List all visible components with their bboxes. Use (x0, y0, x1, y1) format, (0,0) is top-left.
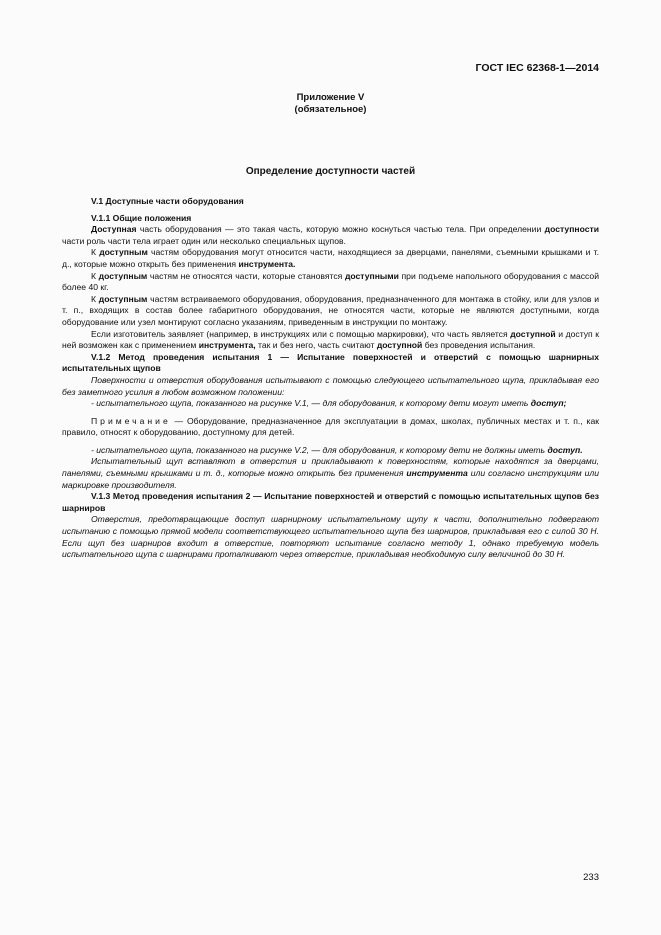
document-body (62, 196, 599, 561)
paragraph-4: К доступным частям встраиваемого оборудования, оборудования, предназначенного для монтажа в стойку, или для узлов и т. п., входящих в состав более габаритного оборудования, не относятся части, которые не являются доступными, когда оборудование или узел монтируют согласно указаниям, приведенным в инструкции по монтажу. (62, 293, 599, 327)
heading-v1-3: V.1.3 Метод проведения испытания 2 — Испытание поверхностей и отверстий с помощью испытательных щупов без шарниров (62, 491, 599, 513)
paragraph-6: Поверхности и отверстия оборудования испытывают с помощью следующего испытательного щупа, прикладывая его без заметного усилия в любом возможном положении: (62, 374, 599, 397)
section-title: Определение доступности частей (245, 166, 416, 177)
standard-designation: ГОСТ IEC 62368-1—2014 (475, 62, 599, 74)
paragraph-9: Испытательный щуп вставляют в отверстия и прикладывают к поверхностям, которые находятся за дверцами, панелями, съемными крышками и т. д., которые можно открыть без применения инструмента или согласно инструкциям или маркировке производителя. (62, 456, 599, 490)
note: Примечание — Оборудование, предназначенное для эксплуатации в домах, школах, публичных местах и т. п., как правило, относят к оборудованию, доступному для детей. (62, 415, 599, 438)
appendix-heading (0, 92, 661, 116)
paragraph-8: - испытательного щупа, показанного на рисунке V.2, — для оборудования, к которому дети не должны иметь доступ. (91, 444, 583, 455)
paragraph-7: - испытательного щупа, показанного на рисунке V.1, — для оборудования, к которому дети могут иметь доступ; (91, 398, 567, 409)
page-number: 233 (583, 872, 599, 883)
appendix-title: Приложение V (296, 92, 365, 103)
heading-v1-2: V.1.2 Метод проведения испытания 1 — Испытание поверхностей и отверстий с помощью шарнирных испытательных щупов (62, 351, 599, 374)
appendix-status: (обязательное) (294, 104, 367, 115)
paragraph-10: Отверстия, предотвращающие доступ шарнирному испытательному щупу к части, дополнительно подвергают испытанию с помощью прямой модели соответствующего испытательного щупа без шарниров, прикладывая его с силой 30 Н. Если щуп без шарниров входит в отверстие, повторяют испытание согласно методу 1, однако требуемую модель испытательного щупа с шарнирами проталкивают через отверстие, прикладывая необходимую силу величиной до 30 Н. (62, 514, 599, 560)
paragraph-3: К доступным частям не относятся части, которые становятся доступными при подъеме напольного оборудования с массой более 40 кг. (62, 270, 599, 293)
paragraph-2: К доступным частям оборудования могут относится части, находящиеся за дверцами, панелями, съемными крышками и т. д., которые можно открыть без применения инструмента. (62, 247, 599, 269)
heading-v1-1: V.1.1 Общие положения (91, 212, 192, 223)
heading-v1: V.1 Доступные части оборудования (91, 196, 244, 206)
note-label: Примечание (91, 415, 171, 426)
paragraph-5: Если изготовитель заявляет (например, в инструкциях или с помощью маркировки), что часть является доступной и доступ к ней возможен как с применением инструмента, так и без него, часть считают доступной без проведения испытания. (62, 328, 600, 351)
paragraph-1: Доступная часть оборудования — это такая часть, которую можно коснуться частью тела. При определении доступности части роль части тела играет один или несколько специальных щупов. (62, 224, 599, 246)
